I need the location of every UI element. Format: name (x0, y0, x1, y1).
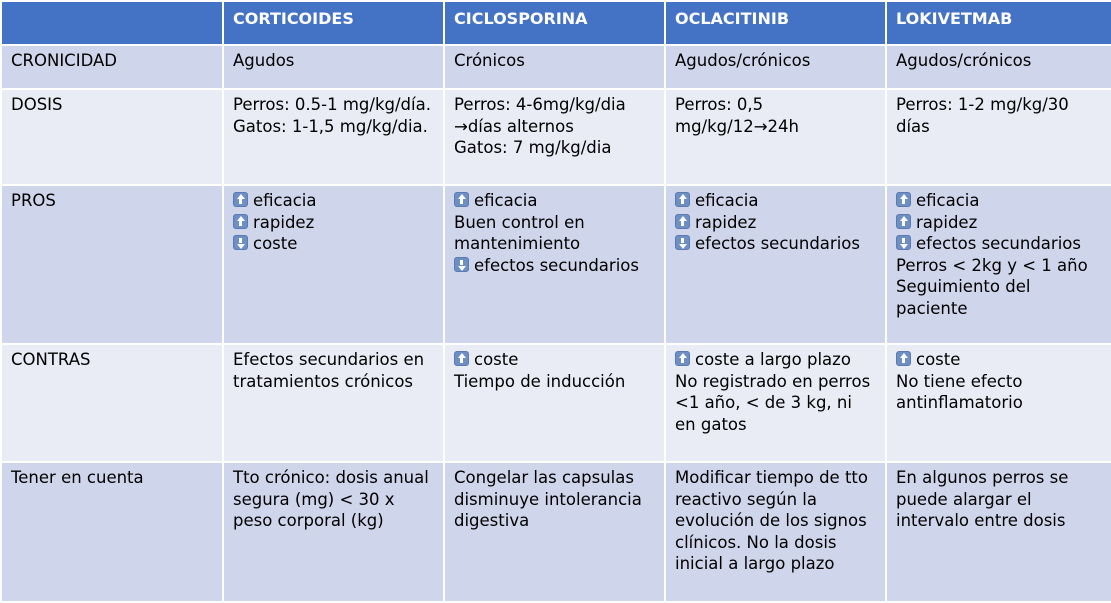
row-label: DOSIS (1, 89, 223, 185)
cell-line (896, 94, 1102, 137)
cell-text: Modificar tiempo de tto reactivo según la evolución de los signos clínicos. No la dosis inicial a largo plazo (675, 468, 868, 573)
header-corner (1, 1, 223, 45)
header-oclacitinib: OCLACITINIB (665, 1, 886, 45)
cell-line (675, 371, 876, 436)
cell-text: Efectos secundarios en tratamientos crónicos (233, 350, 425, 391)
cell-line (896, 349, 1102, 371)
arrow-down-icon (454, 257, 469, 272)
cell-text: Crónicos (454, 51, 525, 70)
cell (886, 344, 1111, 462)
cell (886, 89, 1111, 185)
cell-text: Perros: 1-2 mg/kg/30 días (896, 95, 1069, 136)
arrow-up-icon (454, 351, 469, 366)
cell-text: Buen control en mantenimiento (454, 212, 585, 253)
header-ciclosporina: CICLOSPORINA (444, 1, 665, 45)
cell-line (675, 50, 876, 72)
cell-line (675, 467, 876, 575)
cell-line (675, 349, 876, 371)
cell-text: efectos secundarios (695, 234, 860, 253)
cell-line (454, 50, 655, 72)
cell-text: efectos secundarios (474, 255, 639, 275)
cell-line (896, 212, 1102, 234)
arrow-down-icon (896, 235, 911, 250)
cell (886, 45, 1111, 89)
row-pros (1, 185, 1111, 344)
header-corticoides: CORTICOIDES (223, 1, 444, 45)
arrow-up-icon (675, 351, 690, 366)
cell-line (675, 94, 876, 137)
arrow-down-icon (675, 235, 690, 250)
header-lokivetmab: LOKIVETMAB (886, 1, 1111, 45)
cell-line (896, 255, 1102, 277)
arrow-up-icon (896, 351, 911, 366)
cell-text: Perros: 0.5-1 mg/kg/día. (233, 95, 431, 114)
arrow-up-icon (675, 214, 690, 229)
cell (886, 185, 1111, 344)
cell-text: rapidez (916, 212, 978, 232)
cell-line (233, 212, 434, 234)
arrow-up-icon (896, 192, 911, 207)
arrow-down-icon (233, 235, 248, 250)
cell-line (233, 349, 434, 392)
cell-line (233, 190, 434, 212)
cell-text: Agudos (233, 51, 295, 70)
cell-line (896, 233, 1102, 255)
cell-line (896, 190, 1102, 212)
header-row (1, 1, 1111, 45)
cell-text: coste (253, 234, 298, 253)
cell-text: Tiempo de inducción (454, 371, 626, 391)
cell-line (454, 255, 655, 277)
cell-text: No tiene efecto antinflamatorio (896, 371, 1023, 412)
cell (223, 185, 444, 344)
arrow-up-icon (454, 192, 469, 207)
cell-text: eficacia (474, 191, 538, 210)
arrow-up-icon (233, 192, 248, 207)
cell-line (233, 233, 434, 255)
cell-line (233, 94, 434, 116)
arrow-up-icon (675, 192, 690, 207)
cell-line (896, 276, 1102, 319)
arrow-up-icon (233, 214, 248, 229)
cell-text: eficacia (695, 191, 759, 210)
cell (223, 344, 444, 462)
cell-text: coste (474, 350, 519, 369)
cell (223, 45, 444, 89)
cell-text: Gatos: 1-1,5 mg/kg/dia. (233, 116, 428, 136)
row-dosis (1, 89, 1111, 185)
cell (665, 89, 886, 185)
row-label: CONTRAS (1, 344, 223, 462)
cell-text: eficacia (916, 191, 980, 210)
cell (223, 89, 444, 185)
cell-line (233, 116, 434, 138)
cell-text: No registrado en perros <1 año, < de 3 kg, ni en gatos (675, 371, 871, 434)
cell (444, 45, 665, 89)
row-cronicidad (1, 45, 1111, 89)
cell-text: Congelar las capsulas disminuye intolerancia digestiva (454, 468, 642, 530)
cell-line (896, 467, 1102, 532)
cell (444, 344, 665, 462)
cell (444, 185, 665, 344)
cell-line (454, 190, 655, 212)
cell-text: Perros < 2kg y < 1 año (896, 255, 1088, 275)
row-label: CRONICIDAD (1, 45, 223, 89)
cell-line (896, 50, 1102, 72)
cell (444, 89, 665, 185)
cell-text: Agudos/crónicos (675, 51, 811, 70)
row-label: Tener en cuenta (1, 462, 223, 602)
cell (886, 462, 1111, 602)
row-contras (1, 344, 1111, 462)
cell-line (454, 349, 655, 371)
cell (665, 462, 886, 602)
cell-line (454, 467, 655, 532)
cell (665, 185, 886, 344)
row-label: PROS (1, 185, 223, 344)
cell-line (675, 233, 876, 255)
arrow-up-icon (896, 214, 911, 229)
row-tener-en-cuenta (1, 462, 1111, 602)
cell-line (454, 137, 655, 159)
cell-text: rapidez (695, 212, 757, 232)
cell (444, 462, 665, 602)
cell-text: rapidez (253, 212, 315, 232)
cell-line (454, 94, 655, 137)
cell-text: Agudos/crónicos (896, 51, 1032, 70)
cell-line (454, 212, 655, 255)
cell (665, 45, 886, 89)
cell-text: eficacia (253, 191, 317, 210)
cell (665, 344, 886, 462)
cell-text: Seguimiento del paciente (896, 277, 1031, 318)
cell-text: efectos secundarios (916, 234, 1081, 253)
cell-line (233, 467, 434, 532)
cell-text: Tto crónico: dosis anual segura (mg) < 30 x peso corporal (kg) (233, 468, 429, 530)
cell-text: Perros: 4-6mg/kg/dia →días alternos (454, 95, 626, 136)
cell-line (896, 371, 1102, 414)
cell-text: Gatos: 7 mg/kg/dia (454, 138, 612, 157)
cell-line (454, 371, 655, 393)
cell-text: En algunos perros se puede alargar el intervalo entre dosis (896, 468, 1069, 530)
cell-line (675, 212, 876, 234)
cell-text: coste a largo plazo (695, 350, 851, 369)
cell (223, 462, 444, 602)
cell-text: coste (916, 350, 961, 369)
cell-line (233, 50, 434, 72)
cell-line (675, 190, 876, 212)
cell-text: Perros: 0,5 mg/kg/12→24h (675, 95, 799, 136)
